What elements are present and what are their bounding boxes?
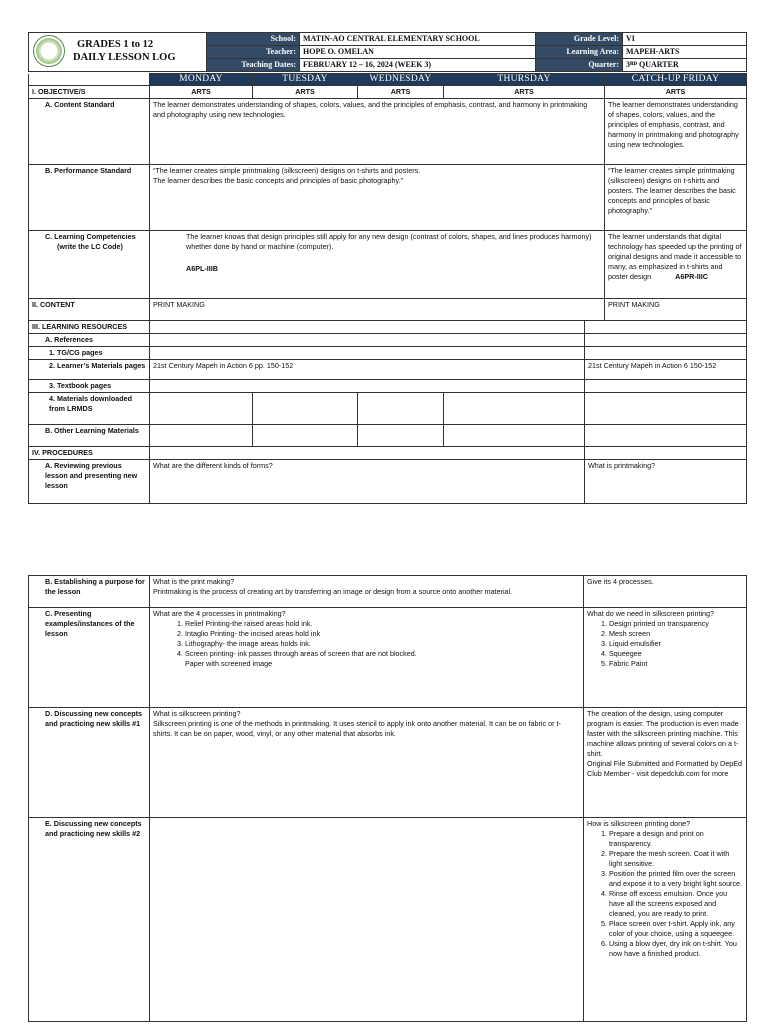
grade-value: VI	[623, 33, 747, 46]
examples-fri-item: 1. Design printed on transparency	[609, 619, 743, 629]
performance-standard-fri: “The learner creates simple printmaking (silkscreen) designs on t-shirts and posters. The learner describes the basic concepts and principles of basic photography.”	[605, 165, 747, 231]
content-standard-label: A. Content Standard	[29, 99, 150, 165]
concepts-1-fri-note: Original File Submitted and Formatted by DepEd Club Member - visit depedclub.com for more	[587, 759, 743, 778]
reviewing-label: A. Reviewing previous lesson and presenting new lesson	[29, 460, 150, 504]
dates-value: FEBRUARY 12 – 16, 2024 (WEEK 3)	[300, 59, 536, 72]
concepts-2-main	[150, 818, 584, 1022]
lm-main: 21st Century Mapeh in Action 6 pp. 150-152	[150, 360, 585, 380]
examples-item: 4. Screen printing- ink passes through areas of screen that are not blocked.	[185, 649, 580, 659]
purpose-label: B. Establishing a purpose for the lesson	[29, 576, 150, 608]
header-table	[28, 32, 747, 72]
concepts-1-q: What is silkscreen printing?	[153, 709, 241, 718]
concepts-2-fri-item: 5. Place screen over t-shirt. Apply ink, any color of your choice, using a squeegee.	[609, 919, 743, 939]
examples-fri-q: What do we need in silkscreen printing?	[587, 609, 715, 618]
examples-fri-item: 5. Fabric Paint	[609, 659, 743, 669]
examples-item: 1. Relief Printing-the raised areas hold ink.	[185, 619, 580, 629]
teacher-label: Teacher:	[207, 46, 300, 59]
concepts-1-label: D. Discussing new concepts and practicing new skills #1	[29, 708, 150, 818]
performance-line-1: “The learner creates simple printmaking (silkscreen) designs on t-shirts and posters.	[153, 166, 421, 175]
title-line-1: GRADES 1 to 12	[77, 39, 154, 50]
subject-mon: ARTS	[150, 86, 253, 99]
concepts-2-fri-item: 2. Prepare the mesh screen. Coat it with light sensitive.	[609, 849, 743, 869]
reviewing-row	[29, 460, 747, 504]
concepts-2-label: E. Discussing new concepts and practicing new skills #2	[29, 818, 150, 1022]
lesson-log-table-2	[28, 575, 747, 1022]
competencies-row	[29, 231, 747, 299]
competencies-label-2: (write the LC Code)	[57, 242, 123, 251]
examples-list	[153, 619, 580, 659]
performance-standard-row	[29, 165, 747, 231]
references-row	[29, 334, 747, 347]
other-materials-row	[29, 425, 747, 447]
purpose-q: What is the print making?	[153, 577, 235, 586]
examples-fri	[584, 608, 747, 708]
examples-item: 2. Intaglio Printing- the incised areas hold ink	[185, 629, 580, 639]
concepts-1-fri-text: The creation of the design, using computer program is easier. The production is even made faster with the silkscreen printing machine. This machine allows printing of several colors on a t-shirt.	[587, 709, 739, 758]
examples-q: What are the 4 processes in printmaking?	[153, 609, 286, 618]
concepts-2-fri-item: 4. Rinse off excess emulsion. Once you have all the screens exposed and cleaned, you are ready to print.	[609, 889, 743, 919]
examples-fri-item: 4. Squeegee	[609, 649, 743, 659]
lm-fri: 21st Century Mapeh in Action 6 150-152	[585, 360, 747, 380]
lm-label: 2. Learner’s Materials pages	[29, 360, 150, 380]
examples-fri-item: 3. Liquid emulsifier	[609, 639, 743, 649]
competencies-fri	[605, 231, 747, 299]
concepts-2-fri-item: 3. Position the printed film over the screen and expose it to a very bright light source.	[609, 869, 743, 889]
dates-label: Teaching Dates:	[207, 59, 300, 72]
competencies-label	[29, 231, 150, 299]
competencies-text	[150, 231, 605, 299]
concepts-2-fri-q: How is silkscreen printing done?	[587, 819, 691, 828]
textbook-label: 3. Textbook pages	[29, 380, 150, 393]
objectives-label: I. OBJECTIVE/S	[29, 86, 150, 99]
tg-label: 1. TG/CG pages	[29, 347, 150, 360]
concepts-2-fri	[584, 818, 747, 1022]
day-wednesday: WEDNESDAY	[358, 74, 444, 86]
school-label: School:	[207, 33, 300, 46]
other-materials-label: B. Other Learning Materials	[29, 425, 150, 447]
concepts-2-fri-item: 6. Using a blow dyer, dry ink on t-shirt. You now have a finished product.	[609, 939, 743, 959]
examples-label: C. Presenting examples/instances of the lesson	[29, 608, 150, 708]
day-monday: MONDAY	[150, 74, 253, 86]
school-value: MATIN-AO CENTRAL ELEMENTARY SCHOOL	[300, 33, 536, 46]
performance-standard-label: B. Performance Standard	[29, 165, 150, 231]
procedures-label: IV. PROCEDURES	[29, 447, 150, 460]
competencies-fri-code: A6PR-IIIC	[675, 272, 708, 281]
competencies-fri-text: The learner understands that digital technology has speeded up the printing of original designs and made it accessible to many, as emphasized in t-shirts and poster design	[608, 232, 742, 281]
content-label: II. CONTENT	[29, 299, 150, 321]
examples-main	[150, 608, 584, 708]
quarter-label: Quarter:	[536, 59, 623, 72]
subject-wed: ARTS	[358, 86, 444, 99]
references-label: A. References	[29, 334, 150, 347]
content-standard-fri: The learner demonstrates understanding of shapes, colors, values, and the principles of emphasis, contrast, and harmony in printmaking and photography using new technologies.	[605, 99, 747, 165]
day-tuesday: TUESDAY	[253, 74, 358, 86]
competencies-label-1: C. Learning Competencies	[45, 232, 136, 241]
content-standard-text: The learner demonstrates understanding of shapes, colors, values, and the principles of emphasis, contrast, and harmony in printmaking and photography using new technologies.	[150, 99, 605, 165]
lrmds-row	[29, 393, 747, 425]
day-friday: CATCH-UP FRIDAY	[605, 74, 747, 86]
subject-fri: ARTS	[605, 86, 747, 99]
subject-thu: ARTS	[444, 86, 605, 99]
days-row	[29, 74, 747, 86]
concepts-2-row	[29, 818, 747, 1022]
concepts-1-fri	[584, 708, 747, 818]
deped-seal-icon	[33, 35, 65, 67]
performance-standard-text	[150, 165, 605, 231]
examples-fri-list	[587, 619, 743, 669]
purpose-main	[150, 576, 584, 608]
reviewing-fri: What is printmaking?	[585, 460, 747, 504]
concepts-1-a: Silkscreen printing is one of the methods in printmaking. It uses stencil to apply ink onto another material. It can be on fabric or t-shirts. It can be on paper, wood, vinyl, or any other material that absorbs ink.	[153, 719, 561, 738]
competencies-code: A6PL-IIIB	[186, 264, 218, 273]
resources-row	[29, 321, 747, 334]
lm-row	[29, 360, 747, 380]
tg-row	[29, 347, 747, 360]
grade-label: Grade Level:	[536, 33, 623, 46]
content-row	[29, 299, 747, 321]
lesson-log-table-1	[28, 73, 747, 504]
page-1	[28, 32, 746, 504]
area-label: Learning Area:	[536, 46, 623, 59]
purpose-row	[29, 576, 747, 608]
subject-tue: ARTS	[253, 86, 358, 99]
purpose-a: Printmaking is the process of creating art by transferring an image or design from a source onto another material.	[153, 587, 513, 596]
purpose-fri: Give its 4 processes.	[584, 576, 747, 608]
content-main: PRINT MAKING	[150, 299, 605, 321]
concepts-1-row	[29, 708, 747, 818]
objectives-row	[29, 86, 747, 99]
day-thursday: THURSDAY	[444, 74, 605, 86]
procedures-row	[29, 447, 747, 460]
content-standard-row	[29, 99, 747, 165]
examples-fri-item: 2. Mesh screen	[609, 629, 743, 639]
performance-line-2: The learner describes the basic concepts and principles of basic photography.”	[153, 176, 403, 185]
page-2	[28, 575, 746, 1022]
reviewing-main: What are the different kinds of forms?	[150, 460, 585, 504]
quarter-value: 3ᴿᴰ QUARTER	[623, 59, 747, 72]
concepts-2-fri-list	[587, 829, 743, 959]
lrmds-label: 4. Materials downloaded from LRMDS	[29, 393, 150, 425]
content-fri: PRINT MAKING	[605, 299, 747, 321]
area-value: MAPEH-ARTS	[623, 46, 747, 59]
teacher-value: HOPE O. OMELAN	[300, 46, 536, 59]
concepts-2-fri-item: 1. Prepare a design and print on transparency.	[609, 829, 743, 849]
competencies-desc: The learner knows that design principles still apply for any new design (contrast of colors, shapes, and lines produces harmony) whether done by hand or machine (computer).	[186, 232, 592, 251]
concepts-1-main	[150, 708, 584, 818]
examples-tail: Paper with screened image	[185, 659, 273, 668]
header-brand	[29, 33, 207, 72]
resources-label: III. LEARNING RESOURCES	[29, 321, 150, 334]
textbook-row	[29, 380, 747, 393]
examples-item: 3. Lithography- the image areas holds ink.	[185, 639, 580, 649]
title-line-2: DAILY LESSON LOG	[73, 52, 176, 63]
examples-row	[29, 608, 747, 708]
